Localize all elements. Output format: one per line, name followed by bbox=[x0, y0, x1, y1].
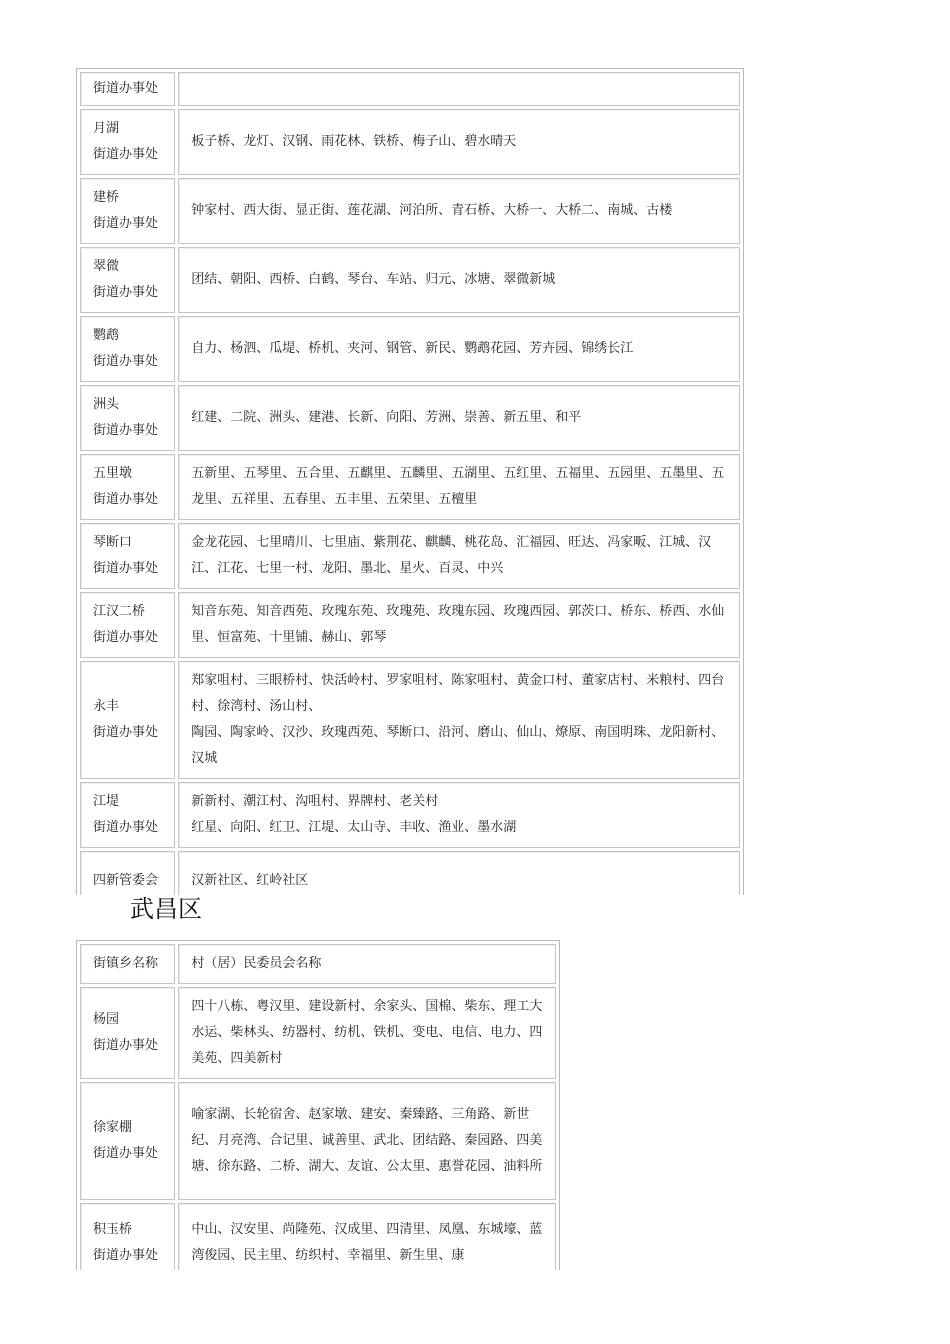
committee-list-cell bbox=[178, 1082, 556, 1200]
committee-names: 金龙花园、七里晴川、七里庙、紫荆花、麒麟、桃花岛、汇福园、旺达、冯家畈、江城、汉江、江花、七里一村、龙阳、墨北、星火、百灵、中兴 bbox=[191, 535, 712, 576]
committee-names: 红建、二院、洲头、建港、长新、向阳、芳洲、崇善、新五里、和平 bbox=[191, 410, 582, 425]
office-type: 街道办事处 bbox=[93, 81, 159, 96]
table-row bbox=[80, 316, 740, 382]
table-row bbox=[80, 851, 740, 895]
committee-list-cell bbox=[178, 851, 740, 895]
committee-names: 五新里、五琴里、五合里、五麒里、五麟里、五湖里、五红里、五福里、五园里、五墨里、五龙里、五祥里、五春里、五丰里、五荣里、五檀里 bbox=[191, 466, 725, 507]
table-row bbox=[80, 1203, 556, 1270]
committee-list-cell bbox=[178, 109, 740, 175]
committee-list-cell bbox=[178, 1203, 556, 1270]
header-cell-committee: 村（居）民委员会名称 bbox=[178, 944, 556, 984]
town-name-cell bbox=[80, 1082, 175, 1200]
office-type: 街道办事处 bbox=[93, 285, 159, 300]
committee-list-cell bbox=[178, 987, 556, 1079]
town-name-cell bbox=[80, 178, 175, 244]
town-name-cell bbox=[80, 454, 175, 520]
office-type: 街道办事处 bbox=[93, 147, 159, 162]
committee-names: 知音东苑、知音西苑、玫瑰东苑、玫瑰苑、玫瑰东园、玫瑰西园、郭茨口、桥东、桥西、水仙里、恒富苑、十里铺、赫山、郭琴 bbox=[191, 604, 725, 645]
committee-list-cell bbox=[178, 782, 740, 848]
town-name-cell bbox=[80, 109, 175, 175]
office-type: 街道办事处 bbox=[93, 354, 159, 369]
table-row bbox=[80, 454, 740, 520]
town-name-cell bbox=[80, 661, 175, 779]
town-name-cell bbox=[80, 592, 175, 658]
town-name: 永丰 bbox=[93, 699, 120, 714]
header-cell-town: 街镇乡名称 bbox=[80, 944, 175, 984]
committee-list-cell bbox=[178, 316, 740, 382]
committee-list-cell bbox=[178, 247, 740, 313]
town-name: 建桥 bbox=[93, 190, 120, 205]
committee-names: 中山、汉安里、尚隆苑、汉成里、四清里、凤凰、东城壕、蓝湾俊园、民主里、纺织村、幸福里、新生里、康 bbox=[191, 1222, 543, 1263]
table-row bbox=[80, 385, 740, 451]
table-row bbox=[80, 523, 740, 589]
table-row bbox=[80, 178, 740, 244]
committee-names: 喻家湖、长轮宿舍、赵家墩、建安、秦臻路、三角路、新世纪、月亮湾、合记里、诚善里、武北、团结路、秦园路、四美塘、徐东路、二桥、湖大、友谊、公太里、惠誉花园、油料所 bbox=[191, 1107, 543, 1174]
committee-names: 板子桥、龙灯、汉钢、雨花林、铁桥、梅子山、碧水晴天 bbox=[191, 134, 517, 149]
town-name: 徐家棚 bbox=[93, 1120, 133, 1135]
town-name: 琴断口 bbox=[93, 535, 133, 550]
committee-names: 新新村、潮江村、沟咀村、界牌村、老关村 bbox=[191, 794, 439, 809]
town-name-cell bbox=[80, 851, 175, 895]
town-name-cell bbox=[80, 385, 175, 451]
hanyang-village-table bbox=[76, 68, 744, 895]
committee-list-cell bbox=[178, 592, 740, 658]
office-type: 街道办事处 bbox=[93, 630, 159, 645]
town-name: 江堤 bbox=[93, 794, 120, 809]
town-name-cell bbox=[80, 1203, 175, 1270]
committee-list-cell bbox=[178, 454, 740, 520]
town-name-cell bbox=[80, 782, 175, 848]
wuchang-village-table bbox=[76, 940, 560, 1270]
town-name: 积玉桥 bbox=[93, 1222, 133, 1237]
table-row bbox=[80, 247, 740, 313]
office-type: 街道办事处 bbox=[93, 561, 159, 576]
town-name-cell bbox=[80, 987, 175, 1079]
town-name: 杨园 bbox=[93, 1012, 120, 1027]
table-row bbox=[80, 987, 556, 1079]
town-name-cell bbox=[80, 523, 175, 589]
committee-names: 自力、杨泗、瓜堤、桥机、夹河、钢管、新民、鹦鹉花园、芳卉园、锦绣长江 bbox=[191, 341, 634, 356]
town-name: 翠微 bbox=[93, 259, 120, 274]
town-name: 月湖 bbox=[93, 121, 120, 136]
committee-names: 红星、向阳、红卫、江堤、太山寺、丰收、渔业、墨水湖 bbox=[191, 820, 517, 835]
table-row bbox=[80, 661, 740, 779]
committee-names: 陶园、陶家岭、汉沙、玫瑰西苑、琴断口、沿河、磨山、仙山、燎原、南国明珠、龙阳新村、汉城 bbox=[191, 725, 725, 766]
committee-names: 四十八栋、粤汉里、建设新村、余家头、国棉、柴东、理工大水运、柴林头、纺器村、纺机、铁机、变电、电信、电力、四美苑、四美新村 bbox=[191, 999, 543, 1066]
committee-list-cell bbox=[178, 385, 740, 451]
town-name: 江汉二桥 bbox=[93, 604, 146, 619]
table-row bbox=[80, 782, 740, 848]
committee-names: 团结、朝阳、西桥、白鹤、琴台、车站、归元、冰塘、翠微新城 bbox=[191, 272, 556, 287]
committee-list-cell bbox=[178, 178, 740, 244]
town-name: 鹦鹉 bbox=[93, 328, 120, 343]
table-row bbox=[80, 592, 740, 658]
committee-list-cell bbox=[178, 72, 740, 106]
table-header-row bbox=[80, 944, 556, 984]
town-name-cell bbox=[80, 316, 175, 382]
table-row bbox=[80, 72, 740, 106]
table-row bbox=[80, 1082, 556, 1200]
office-type: 街道办事处 bbox=[93, 725, 159, 740]
town-name: 五里墩 bbox=[93, 466, 133, 481]
committee-names: 钟家村、西大街、显正街、莲花湖、河泊所、青石桥、大桥一、大桥二、南城、古楼 bbox=[191, 203, 673, 218]
office-type: 街道办事处 bbox=[93, 492, 159, 507]
office-type: 街道办事处 bbox=[93, 216, 159, 231]
district-title: 武昌区 bbox=[130, 895, 202, 923]
table-row bbox=[80, 109, 740, 175]
office-type: 街道办事处 bbox=[93, 423, 159, 438]
town-name: 四新管委会 bbox=[93, 873, 159, 888]
committee-list-cell bbox=[178, 661, 740, 779]
office-type: 街道办事处 bbox=[93, 1038, 159, 1053]
town-name: 洲头 bbox=[93, 397, 120, 412]
committee-names: 汉新社区、红岭社区 bbox=[191, 873, 309, 888]
office-type: 街道办事处 bbox=[93, 1248, 159, 1263]
committee-list-cell bbox=[178, 523, 740, 589]
committee-names: 郑家咀村、三眼桥村、快活岭村、罗家咀村、陈家咀村、黄金口村、董家店村、米粮村、四台村、徐湾村、汤山村、 bbox=[191, 673, 725, 714]
office-type: 街道办事处 bbox=[93, 820, 159, 835]
town-name-cell bbox=[80, 72, 175, 106]
office-type: 街道办事处 bbox=[93, 1146, 159, 1161]
town-name-cell bbox=[80, 247, 175, 313]
